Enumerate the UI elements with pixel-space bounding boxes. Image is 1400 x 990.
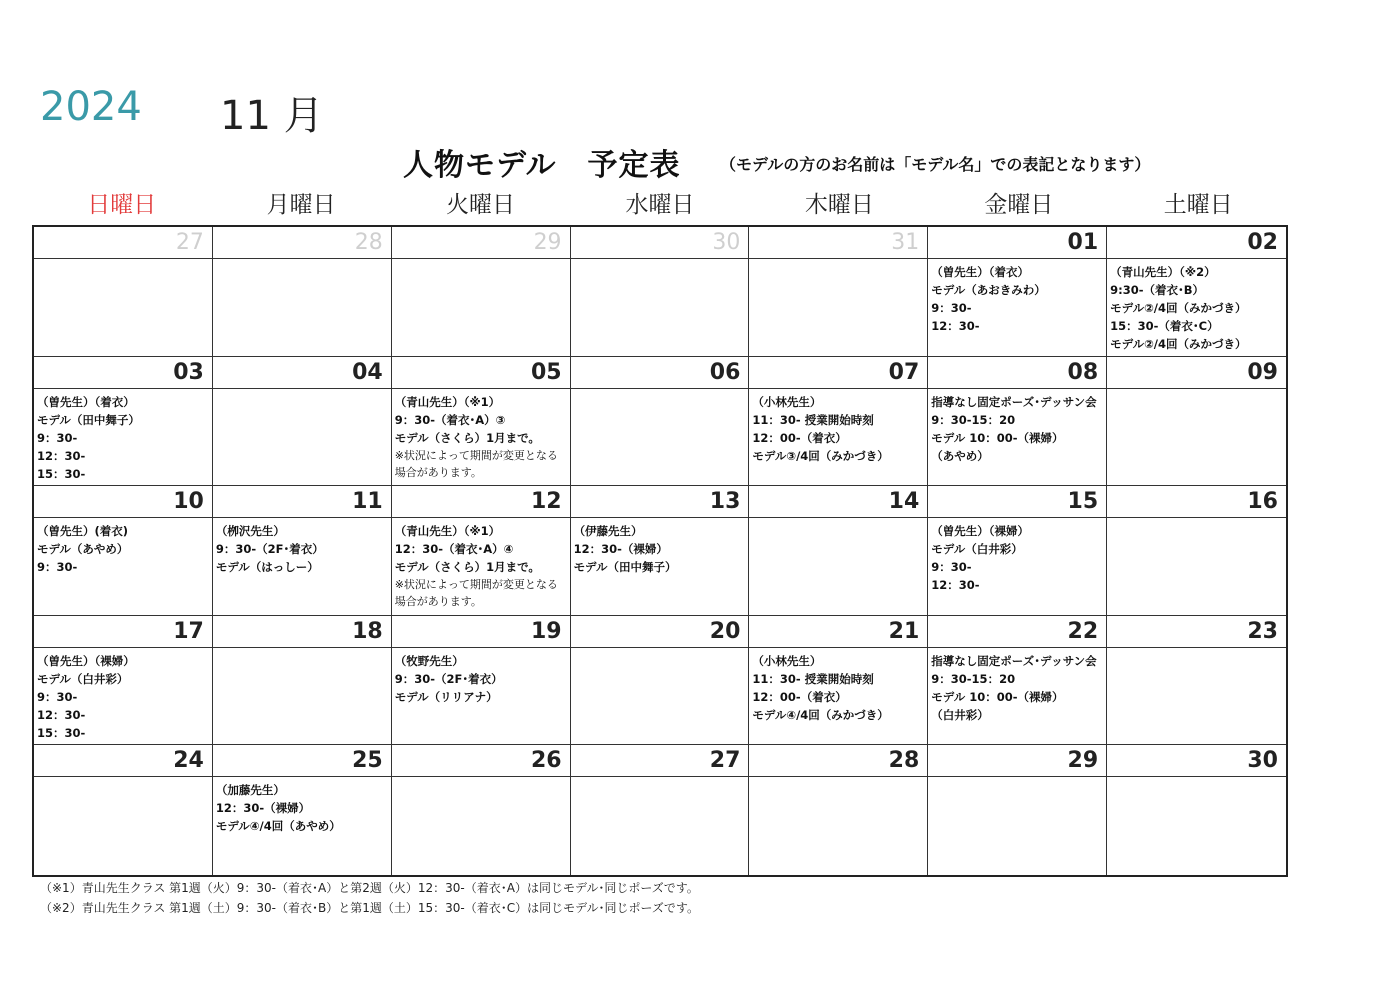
calendar-day-cell bbox=[34, 616, 213, 746]
day-number: 22 bbox=[928, 616, 1106, 648]
day-events bbox=[928, 518, 1106, 594]
calendar-day-cell bbox=[34, 227, 213, 357]
event-line: （栁沢先生） bbox=[215, 524, 285, 539]
weekday-thursday: 木曜日 bbox=[804, 192, 874, 218]
event-line: モデル（さくら）1月まで。 bbox=[394, 430, 540, 445]
event-line: （曽先生）(着衣) bbox=[37, 524, 129, 539]
day-events bbox=[928, 259, 1106, 335]
event-line: モデル③/4回（みかづき） bbox=[752, 448, 889, 463]
weekday-header-row bbox=[32, 186, 1288, 220]
day-events bbox=[928, 648, 1106, 724]
calendar-day-cell bbox=[928, 357, 1107, 487]
day-number: 02 bbox=[1107, 227, 1286, 259]
day-events bbox=[213, 648, 391, 652]
event-line: 9:30-（着衣･B） bbox=[1110, 283, 1205, 297]
day-events bbox=[34, 648, 212, 742]
calendar-day-cell bbox=[1107, 745, 1286, 875]
calendar-day-cell bbox=[571, 227, 750, 357]
calendar-day-cell bbox=[213, 357, 392, 487]
event-line: 9：30- bbox=[931, 560, 972, 575]
title-note: （モデルの方のお名前は「モデル名」での表記となります） bbox=[720, 155, 1151, 174]
day-number: 28 bbox=[213, 227, 391, 259]
day-number: 27 bbox=[34, 227, 212, 259]
day-number: 26 bbox=[392, 745, 570, 777]
event-line: モデル④/4回（あやめ） bbox=[215, 819, 341, 834]
day-number: 08 bbox=[928, 357, 1106, 389]
calendar-day-cell bbox=[213, 486, 392, 616]
day-events bbox=[1107, 259, 1286, 353]
event-line: 12：30- bbox=[37, 448, 86, 463]
event-line: （小林先生） bbox=[752, 394, 822, 409]
weekday-wednesday: 水曜日 bbox=[625, 192, 695, 218]
event-line: モデル（リリアナ） bbox=[394, 689, 498, 704]
event-line: 9：30-（着衣･A）③ bbox=[394, 412, 506, 427]
calendar-day-cell bbox=[571, 616, 750, 746]
day-events bbox=[213, 518, 391, 576]
day-events bbox=[749, 777, 927, 781]
event-line: モデル④/4回（みかづき） bbox=[752, 707, 889, 722]
calendar-day-cell bbox=[571, 357, 750, 487]
day-events bbox=[928, 389, 1106, 465]
event-line: 12：30- bbox=[931, 319, 980, 333]
day-events bbox=[749, 259, 927, 263]
weekday-saturday: 土曜日 bbox=[1163, 192, 1233, 218]
day-number: 18 bbox=[213, 616, 391, 648]
day-events bbox=[392, 259, 570, 263]
event-line: 12：30-（着衣･A）④ bbox=[394, 542, 514, 557]
day-events bbox=[34, 777, 212, 781]
calendar-day-cell bbox=[213, 616, 392, 746]
day-number: 31 bbox=[749, 227, 927, 259]
event-line: 指導なし固定ポーズ･デッサン会 bbox=[931, 394, 1097, 409]
day-events bbox=[749, 389, 927, 465]
event-line: モデル（白井彩） bbox=[931, 542, 1023, 557]
event-line: 12：30-（裸婦） bbox=[573, 542, 668, 557]
event-line: 12：30-（裸婦） bbox=[215, 801, 311, 816]
day-number: 04 bbox=[213, 357, 391, 389]
calendar-year: 2024 bbox=[40, 84, 142, 130]
calendar-day-cell bbox=[1107, 227, 1286, 357]
calendar-day-cell bbox=[571, 745, 750, 875]
day-number: 10 bbox=[34, 486, 212, 518]
day-number: 12 bbox=[392, 486, 570, 518]
event-line: 9：30-（2F･着衣） bbox=[394, 671, 503, 686]
day-events bbox=[1107, 648, 1286, 652]
calendar-day-cell bbox=[392, 227, 571, 357]
day-number: 23 bbox=[1107, 616, 1286, 648]
calendar-day-cell bbox=[928, 227, 1107, 357]
calendar-grid bbox=[32, 225, 1288, 877]
calendar-day-cell bbox=[213, 745, 392, 875]
calendar-day-cell bbox=[34, 486, 213, 616]
calendar-month: 11 月 bbox=[220, 93, 324, 139]
event-line: モデル 10：00-（裸婦） bbox=[931, 430, 1064, 445]
day-number: 14 bbox=[749, 486, 927, 518]
calendar-day-cell bbox=[392, 745, 571, 875]
day-number: 13 bbox=[571, 486, 749, 518]
calendar-day-cell bbox=[928, 486, 1107, 616]
footnote-2: （※2）青山先生クラス 第1週（土）9：30-（着衣･B）と第1週（土）15：30-（着衣･C）は同じモデル･同じポーズです。 bbox=[40, 901, 699, 915]
event-line: モデル 10：00-（裸婦） bbox=[931, 689, 1064, 704]
day-events bbox=[571, 389, 749, 393]
day-number: 30 bbox=[571, 227, 749, 259]
day-events bbox=[213, 389, 391, 393]
day-events bbox=[213, 259, 391, 263]
event-line: 12：30- bbox=[37, 707, 86, 722]
day-number: 25 bbox=[213, 745, 391, 777]
calendar-day-cell bbox=[749, 616, 928, 746]
calendar-day-cell bbox=[749, 486, 928, 616]
day-events bbox=[392, 648, 570, 706]
event-line: 11：30- 授業開始時刻 bbox=[752, 412, 874, 427]
calendar-day-cell bbox=[34, 357, 213, 487]
event-line: 9：30- bbox=[37, 430, 78, 445]
day-events bbox=[392, 518, 570, 610]
event-line: モデル（はっしー） bbox=[215, 560, 319, 575]
day-number: 24 bbox=[34, 745, 212, 777]
calendar-day-cell bbox=[571, 486, 750, 616]
event-line: （青山先生）（※1） bbox=[394, 394, 501, 409]
day-number: 07 bbox=[749, 357, 927, 389]
event-note: ※状況によって期間が変更となる場合があります。 bbox=[394, 578, 558, 609]
calendar-day-cell bbox=[392, 616, 571, 746]
day-number: 29 bbox=[392, 227, 570, 259]
event-line: （曽先生）（裸婦） bbox=[37, 653, 135, 668]
calendar-day-cell bbox=[34, 745, 213, 875]
event-line: （白井彩） bbox=[931, 707, 989, 722]
event-line: （あやめ） bbox=[931, 448, 989, 463]
calendar-day-cell bbox=[749, 745, 928, 875]
day-number: 21 bbox=[749, 616, 927, 648]
event-line: 9：30-（2F･着衣） bbox=[215, 542, 324, 557]
calendar-day-cell bbox=[392, 486, 571, 616]
day-events bbox=[571, 259, 749, 263]
event-line: 9：30- bbox=[37, 560, 78, 575]
calendar-day-cell bbox=[1107, 486, 1286, 616]
day-number: 20 bbox=[571, 616, 749, 648]
day-events bbox=[749, 648, 927, 724]
event-line: 12：00-（着衣） bbox=[752, 689, 847, 704]
footnote-1: （※1）青山先生クラス 第1週（火）9：30-（着衣･A）と第2週（火）12：30-（着衣･A）は同じモデル･同じポーズです。 bbox=[40, 881, 699, 895]
calendar-day-cell bbox=[1107, 616, 1286, 746]
event-line: モデル（あおきみわ） bbox=[931, 283, 1046, 297]
day-number: 03 bbox=[34, 357, 212, 389]
day-events bbox=[1107, 389, 1286, 393]
day-events bbox=[571, 648, 749, 652]
day-number: 05 bbox=[392, 357, 570, 389]
day-number: 28 bbox=[749, 745, 927, 777]
event-line: 12：30- bbox=[931, 578, 980, 593]
day-number: 11 bbox=[213, 486, 391, 518]
calendar-day-cell bbox=[928, 616, 1107, 746]
event-line: モデル（さくら）1月まで。 bbox=[394, 560, 540, 575]
event-line: 9：30- bbox=[931, 301, 972, 315]
calendar-day-cell bbox=[392, 357, 571, 487]
event-line: （小林先生） bbox=[752, 653, 822, 668]
day-events bbox=[1107, 518, 1286, 522]
day-number: 15 bbox=[928, 486, 1106, 518]
event-line: 9：30-15：20 bbox=[931, 412, 1016, 427]
calendar-day-cell bbox=[1107, 357, 1286, 487]
event-line: （曽先生）（着衣） bbox=[931, 265, 1030, 279]
day-events bbox=[928, 777, 1106, 781]
weekday-sunday: 日曜日 bbox=[87, 192, 157, 218]
event-line: 15：30- bbox=[37, 466, 86, 481]
event-line: （曽先生）（裸婦） bbox=[931, 524, 1030, 539]
day-events bbox=[392, 389, 570, 481]
weekday-monday: 月曜日 bbox=[266, 192, 336, 218]
day-events bbox=[571, 518, 749, 576]
event-line: （青山先生）（※2） bbox=[1110, 265, 1216, 279]
day-events bbox=[213, 777, 391, 835]
day-events bbox=[34, 518, 212, 576]
event-line: モデル（田中舞子） bbox=[37, 412, 140, 427]
event-line: モデル（あやめ） bbox=[37, 542, 129, 557]
day-number: 19 bbox=[392, 616, 570, 648]
event-line: 12：00-（着衣） bbox=[752, 430, 847, 445]
event-line: 9：30-15：20 bbox=[931, 671, 1016, 686]
weekday-friday: 金曜日 bbox=[984, 192, 1054, 218]
calendar-day-cell bbox=[928, 745, 1107, 875]
event-line: モデル②/4回（みかづき） bbox=[1110, 301, 1247, 315]
day-number: 30 bbox=[1107, 745, 1286, 777]
day-number: 09 bbox=[1107, 357, 1286, 389]
event-line: 9：30- bbox=[37, 689, 78, 704]
calendar-day-cell bbox=[749, 227, 928, 357]
event-line: （伊藤先生） bbox=[573, 524, 643, 539]
day-events bbox=[34, 259, 212, 263]
event-line: モデル②/4回（みかづき） bbox=[1110, 337, 1247, 351]
event-line: （曽先生）（着衣） bbox=[37, 394, 135, 409]
day-number: 01 bbox=[928, 227, 1106, 259]
day-events bbox=[392, 777, 570, 781]
event-line: （加藤先生） bbox=[215, 783, 285, 798]
day-number: 16 bbox=[1107, 486, 1286, 518]
day-number: 27 bbox=[571, 745, 749, 777]
event-line: 11：30- 授業開始時刻 bbox=[752, 671, 874, 686]
page-title: 人物モデル 予定表 bbox=[403, 148, 681, 183]
calendar-day-cell bbox=[213, 227, 392, 357]
day-number: 29 bbox=[928, 745, 1106, 777]
event-line: モデル（田中舞子） bbox=[573, 560, 677, 575]
day-number: 17 bbox=[34, 616, 212, 648]
day-events bbox=[34, 389, 212, 483]
day-number: 06 bbox=[571, 357, 749, 389]
footnotes bbox=[40, 878, 699, 918]
event-line: （牧野先生） bbox=[394, 653, 464, 668]
day-events bbox=[571, 777, 749, 781]
event-line: 指導なし固定ポーズ･デッサン会 bbox=[931, 653, 1097, 668]
event-line: 15：30- bbox=[37, 725, 86, 740]
event-note: ※状況によって期間が変更となる場合があります。 bbox=[394, 448, 558, 479]
day-events bbox=[1107, 777, 1286, 781]
event-line: （青山先生）（※1） bbox=[394, 524, 501, 539]
day-events bbox=[749, 518, 927, 522]
calendar-day-cell bbox=[749, 357, 928, 487]
event-line: 15：30-（着衣･C） bbox=[1110, 319, 1219, 333]
event-line: モデル（白井彩） bbox=[37, 671, 129, 686]
weekday-tuesday: 火曜日 bbox=[446, 192, 516, 218]
